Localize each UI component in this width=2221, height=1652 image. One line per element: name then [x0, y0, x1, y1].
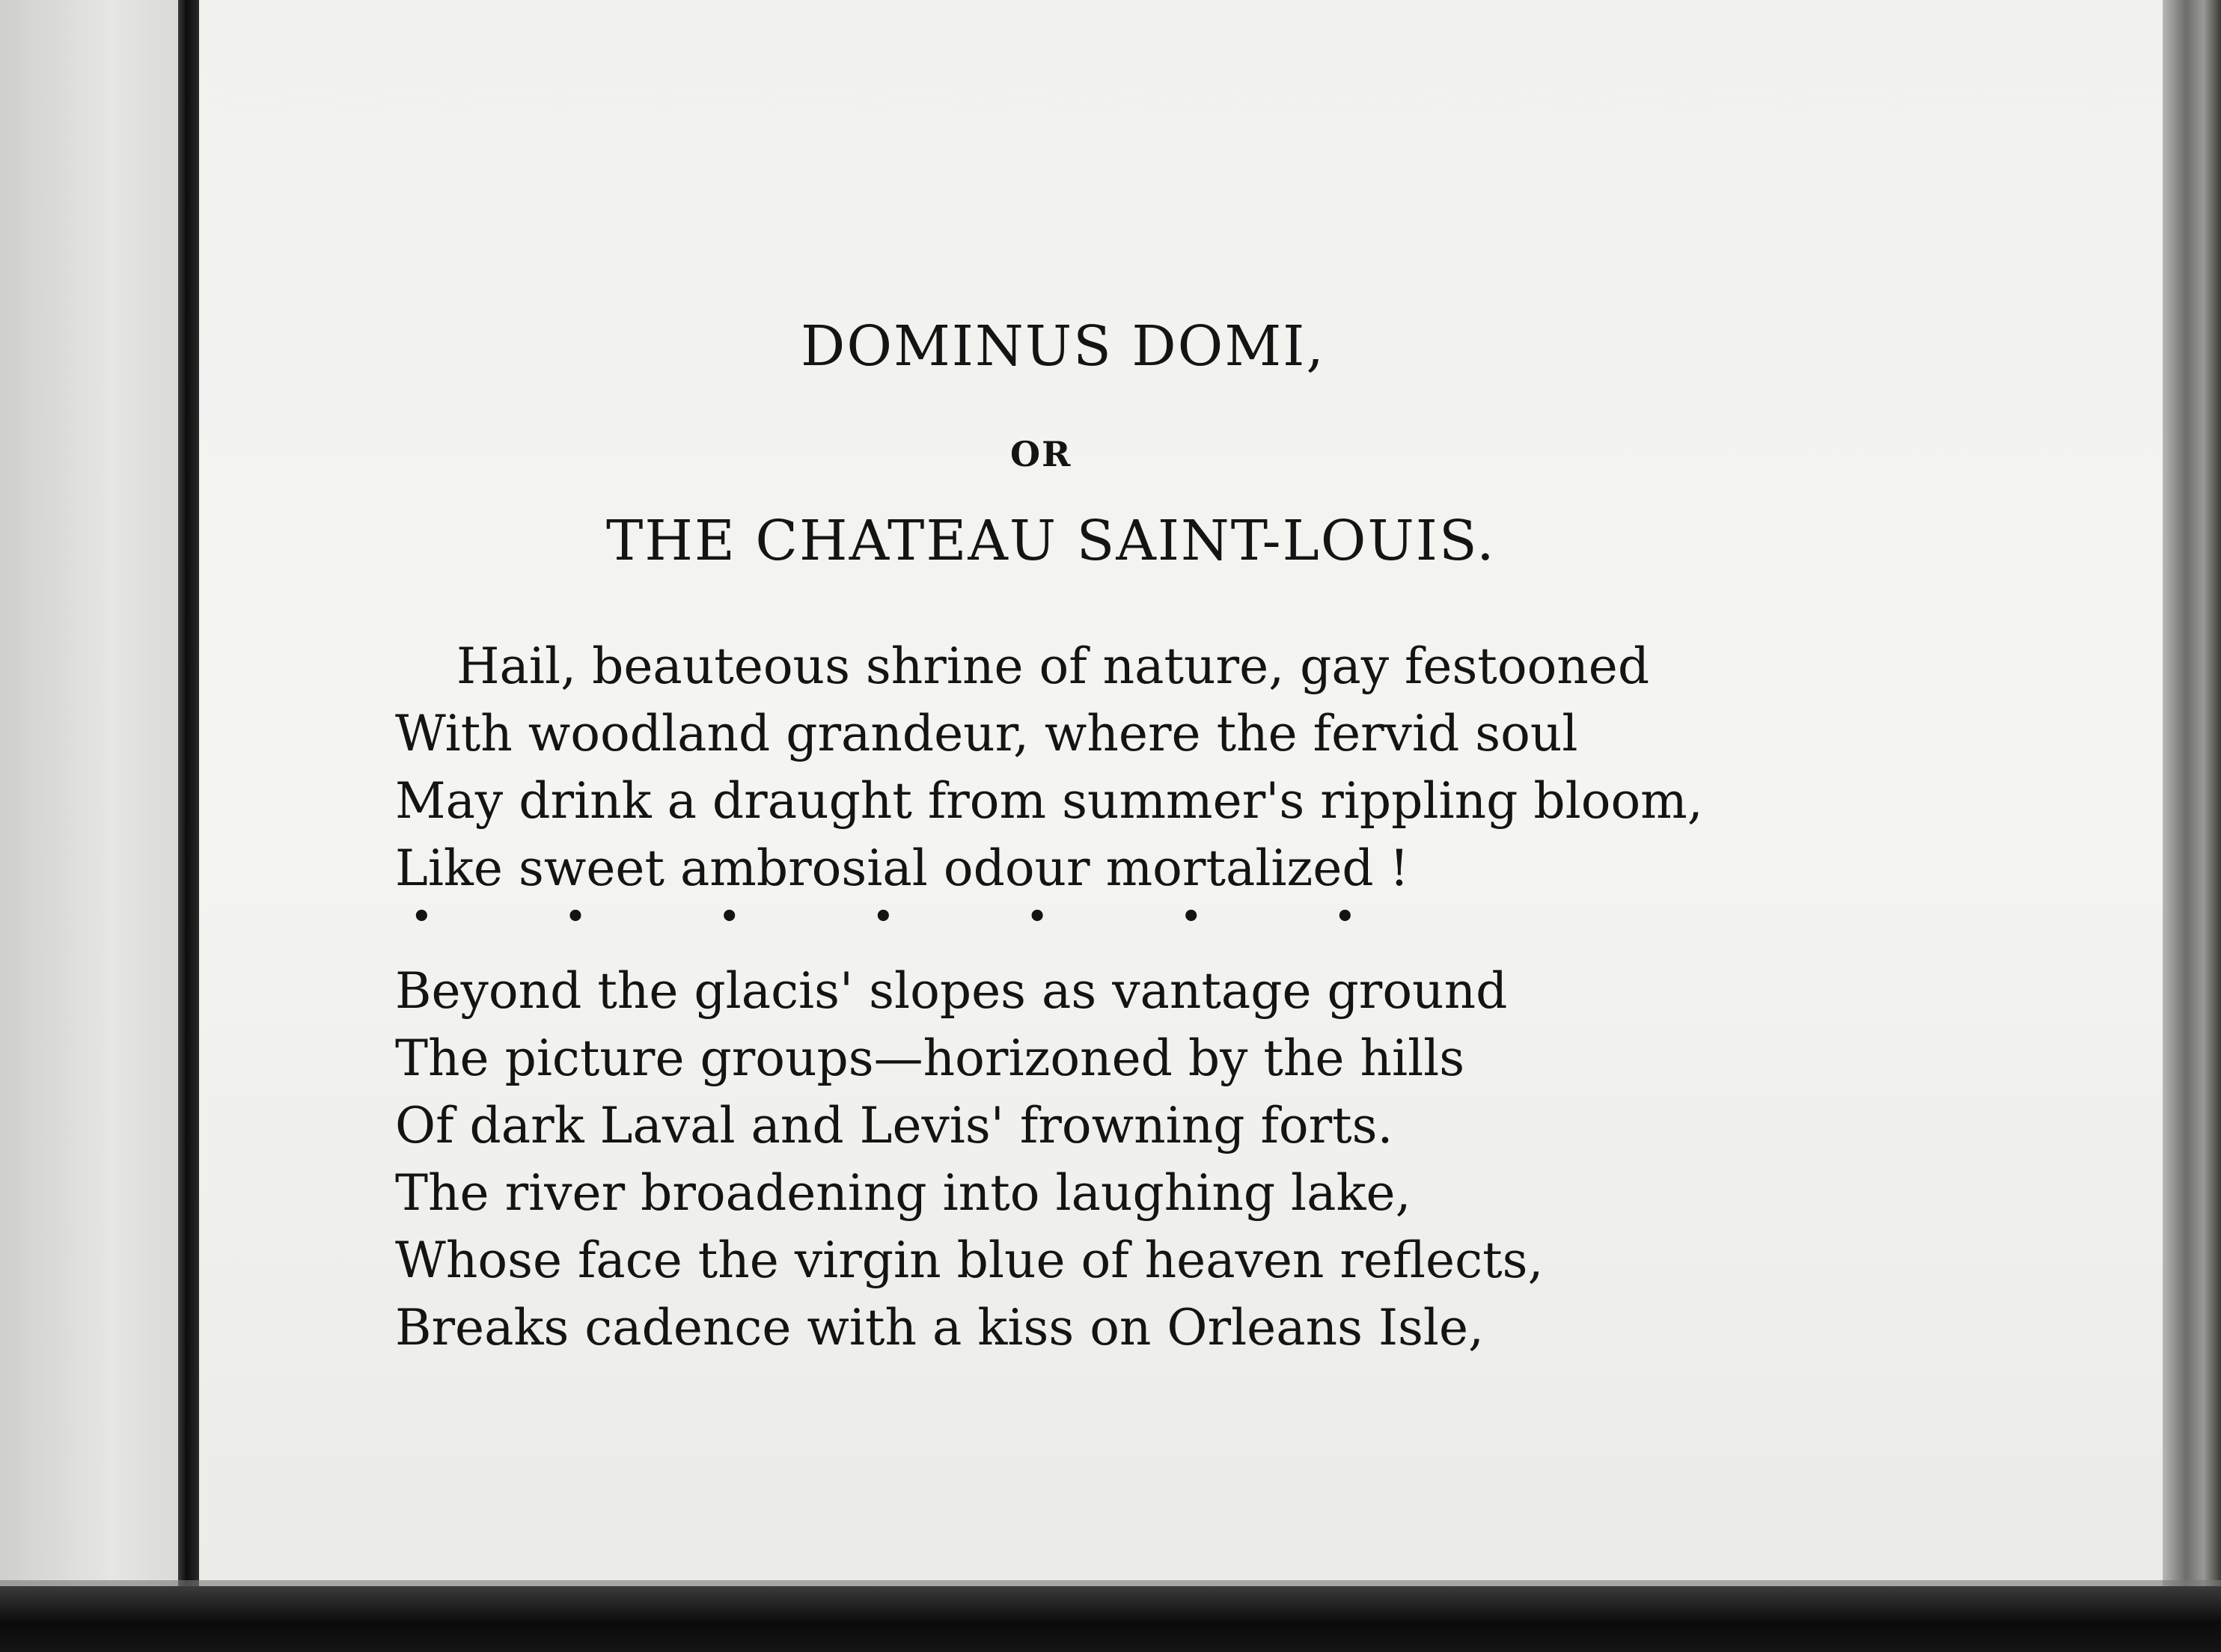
ellipsis-break [395, 895, 1703, 958]
poem-line: Whose face the virgin blue of heaven reflects, [395, 1232, 1544, 1289]
ellipsis-dot: • [1025, 895, 1049, 940]
poem-line: Like sweet ambrosial odour mortalized ! [395, 839, 1410, 897]
poem-line: The river broadening into laughing lake, [395, 1164, 1411, 1222]
poem-body [395, 633, 1703, 1362]
ellipsis-dot: • [872, 895, 895, 940]
poem-line: May drink a draught from summer's rippling bloom, [395, 772, 1703, 830]
poem-line: Hail, beauteous shrine of nature, gay festooned [456, 637, 1650, 695]
page-edge [2163, 0, 2221, 1624]
ellipsis-dot: • [1179, 895, 1203, 940]
book-gutter [178, 0, 199, 1586]
left-facing-page [0, 0, 187, 1609]
poem-title: DOMINUS DOMI, [801, 314, 1325, 379]
ellipsis-dot: • [1333, 895, 1357, 940]
poem-subtitle: THE CHATEAU SAINT-LOUIS. [606, 509, 1496, 573]
poem-line: Beyond the glacis' slopes as vantage ground [395, 962, 1508, 1020]
ellipsis-dot: • [410, 895, 433, 940]
poem-line: Breaks cadence with a kiss on Orleans Isle, [395, 1299, 1485, 1356]
ellipsis-dot: • [718, 895, 742, 940]
poem-line: Of dark Laval and Levis' frowning forts. [395, 1097, 1393, 1154]
poem-line: The picture groups—horizoned by the hills [395, 1030, 1465, 1087]
ellipsis-dot: • [563, 895, 587, 940]
scan-border [0, 1586, 2221, 1652]
poem-title-or: OR [1010, 434, 1072, 474]
poem-line: With woodland grandeur, where the fervid soul [395, 705, 1578, 762]
